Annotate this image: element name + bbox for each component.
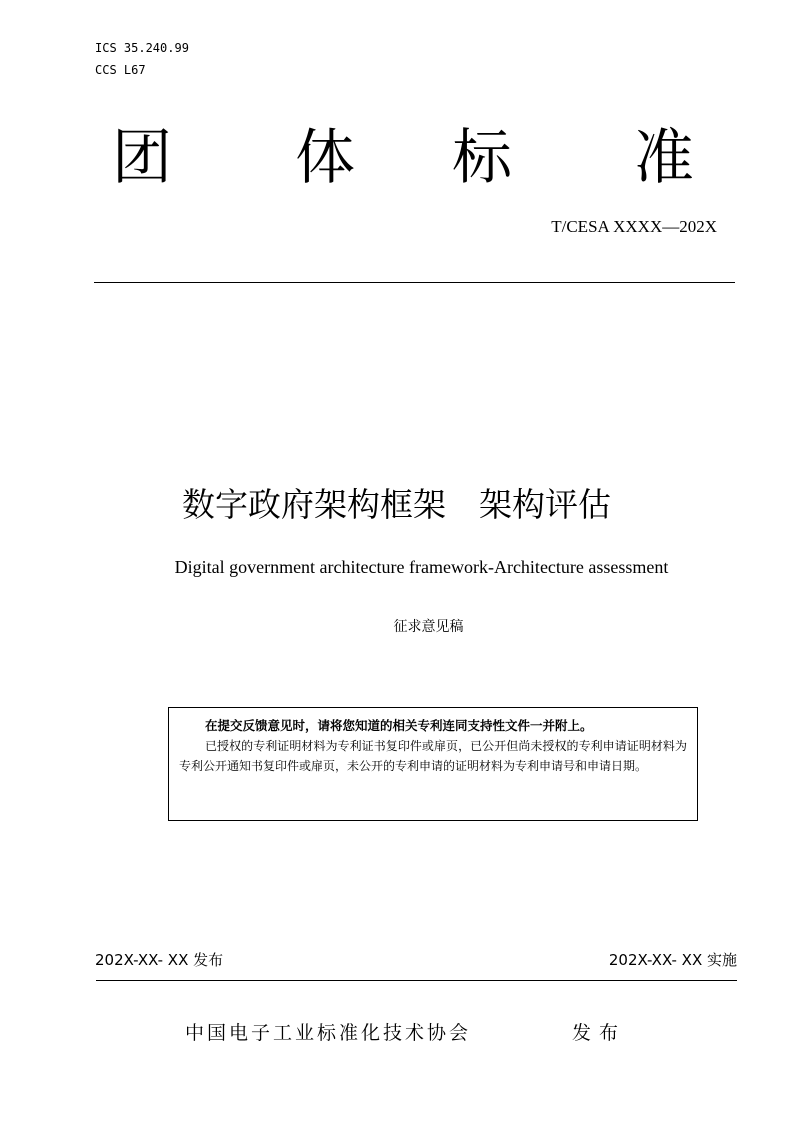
standard-type-char-4: 准: [634, 123, 694, 193]
patent-notice-body: 已授权的专利证明材料为专利证书复印件或扉页，已公开但尚未授权的专利申请证明材料为专利公开通知书复印件或扉页，未公开的专利申请的证明材料为专利申请号和申请日期。: [179, 739, 687, 773]
standard-type-char-1: 团: [112, 123, 172, 193]
implementation-date: 202X-XX- XX 实施: [608, 951, 737, 969]
standard-type-char-3: 标: [452, 123, 512, 193]
ics-code: ICS 35.240.99: [95, 41, 189, 55]
ccs-code: CCS L67: [95, 63, 146, 77]
bottom-divider: [96, 980, 737, 981]
publisher-name: 中国电子工业标准化技术协会: [185, 1022, 472, 1044]
publish-date: 202X-XX- XX 发布: [95, 951, 224, 969]
publisher-action: 发布: [572, 1022, 627, 1044]
standard-type-char-2: 体: [295, 123, 355, 193]
draft-status: 征求意见稿: [393, 619, 464, 635]
top-divider: [94, 282, 735, 283]
title-english: Digital government architecture framework-Architecture assessment: [174, 557, 669, 577]
title-chinese: 数字政府架构框架 架构评估: [182, 485, 611, 524]
standard-code: T/CESA XXXX—202X: [551, 217, 717, 236]
patent-notice-box: [168, 707, 698, 821]
patent-notice-heading: 在提交反馈意见时，请将您知道的相关专利连同支持性文件一并附上。: [205, 718, 593, 733]
